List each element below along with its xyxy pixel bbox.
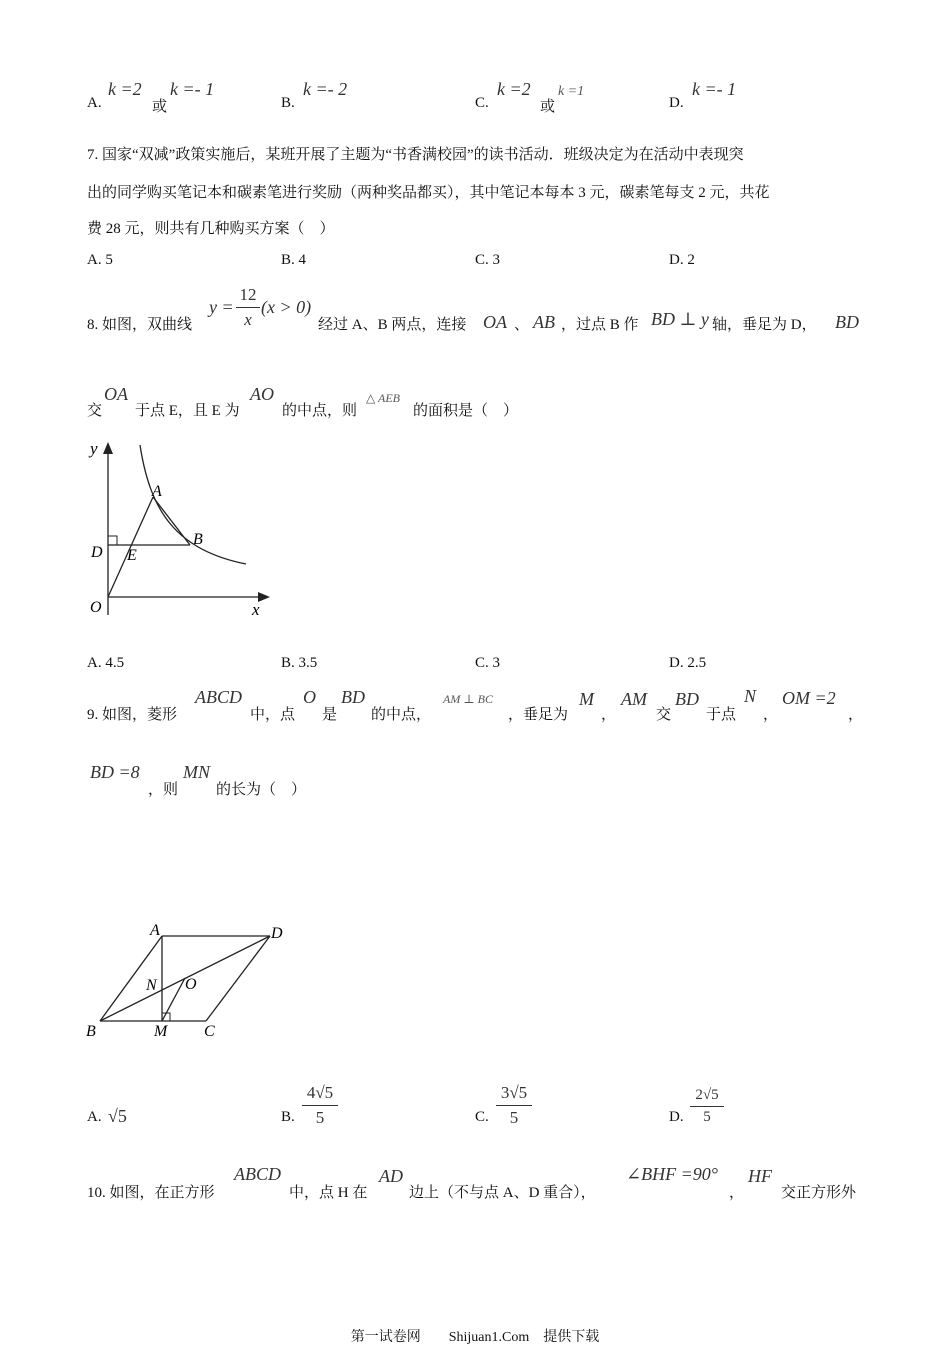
q9-text-1: 中，点	[250, 707, 296, 723]
q8-option-b: B. 3.5	[281, 655, 318, 671]
q9-l2-b: 的长为（ ）	[216, 782, 307, 798]
q9-l2-mn: MN	[183, 762, 210, 782]
q10-angle: ∠BHF =90°	[626, 1164, 718, 1184]
q9-text-8: ，	[763, 707, 779, 723]
q9-option-b-den: 5	[315, 1108, 325, 1127]
q8-label-e: E	[127, 547, 137, 564]
q9-option-c-bar	[496, 1105, 532, 1106]
q7-line-3: 费 28 元，则共有几种购买方案（ ）	[87, 221, 335, 237]
q8-fraction	[236, 285, 260, 330]
q10-text-2: 边上（不与点 A、D 重合），	[409, 1185, 596, 1201]
q8-figure	[80, 430, 280, 625]
q8-label-a: A	[152, 483, 162, 500]
q10-prefix: 10. 如图，在正方形	[87, 1185, 215, 1201]
q8-l2-ao: AO	[250, 384, 274, 404]
q9-text-5: ，	[601, 707, 617, 723]
q8-option-d: D. 2.5	[669, 655, 707, 671]
q7-line-2: 出的同学购买笔记本和碳素笔进行奖励（两种奖品都买），其中笔记本每本 3 元，碳素笔每支 2 元，共花	[87, 185, 770, 201]
q10-text-4: 交正方形外	[781, 1185, 857, 1201]
q9-n: N	[744, 686, 757, 706]
q9-text-6: 交	[656, 707, 672, 723]
q8-bd: BD	[835, 312, 859, 332]
q8-option-a: A. 4.5	[87, 655, 125, 671]
q9-om: OM =2	[782, 688, 836, 708]
q9-label-m: M	[154, 1023, 168, 1040]
q7-line-1: 7. 国家“双减”政策实施后，某班开展了主题为“书香满校园”的读书活动．班级决定为在活动中表现突	[87, 147, 744, 163]
q8-x-arrow	[258, 592, 270, 602]
q8-text-2: ，过点 B 作	[561, 317, 639, 333]
q8-y-eq: y =	[209, 297, 234, 317]
q9-text-2: 是	[322, 707, 338, 723]
q8-oa: OA	[483, 312, 507, 332]
q9-option-c-den: 5	[509, 1108, 519, 1127]
q8-y-arrow	[103, 442, 113, 454]
q6-option-a-conj: 或	[152, 99, 168, 115]
q8-sep: 、	[514, 317, 530, 333]
q9-option-d-fraction	[690, 1087, 724, 1126]
q9-label-n: N	[146, 977, 157, 994]
q9-text-3: 的中点，	[371, 707, 432, 723]
q10-text-1: 中，点 H 在	[289, 1185, 368, 1201]
q6-option-a-expr2: k =- 1	[170, 79, 215, 99]
q9-option-b-fraction	[302, 1083, 338, 1128]
q6-option-b-expr1: k =- 2	[303, 79, 348, 99]
q10-text-3: ，	[729, 1185, 745, 1201]
q6-option-a-label: A.	[87, 95, 102, 111]
q9-option-c-label: C.	[475, 1109, 489, 1125]
q8-l2-d: 的面积是（ ）	[413, 403, 519, 419]
q8-l2-a: 交	[87, 403, 103, 419]
q9-text-4: ，垂足为	[508, 707, 569, 723]
q9-l2-a: ，则	[148, 782, 179, 798]
q8-l2-oa: OA	[104, 384, 128, 404]
q9-option-d-bar	[690, 1106, 724, 1107]
q9-prefix: 9. 如图，菱形	[87, 707, 178, 723]
q9-am: AM	[621, 689, 647, 709]
q8-label-d: D	[91, 544, 103, 561]
q8-ab: AB	[533, 312, 555, 332]
q9-option-b-bar	[302, 1105, 338, 1106]
q9-option-b-num: 4√5	[306, 1083, 334, 1102]
q8-frac-bar	[236, 307, 260, 308]
q9-option-d-label: D.	[669, 1109, 684, 1125]
q9-label-d: D	[271, 925, 283, 942]
q9-abcd: ABCD	[195, 687, 242, 707]
q8-text-3: 轴，垂足为 D，	[712, 317, 817, 333]
q8-segment-ab	[153, 497, 190, 545]
q8-label-y: y	[90, 439, 98, 458]
q9-option-d-num: 2√5	[695, 1087, 719, 1103]
q6-option-a-expr1: k =2	[108, 79, 142, 99]
q6-option-d-expr1: k =- 1	[692, 79, 737, 99]
q6-option-c-expr2: k =1	[558, 84, 585, 99]
q6-option-b-label: B.	[281, 95, 295, 111]
q8-condition: (x > 0)	[261, 297, 312, 317]
q8-l2-b: 于点 E，且 E 为	[135, 403, 240, 419]
q8-label-x: x	[252, 600, 260, 619]
q8-l2-triangle: △ AEB	[366, 391, 401, 405]
q9-o: O	[303, 687, 316, 707]
q6-option-c-conj: 或	[540, 99, 556, 115]
q8-l2-c: 的中点，则	[282, 403, 358, 419]
q9-option-d-den: 5	[703, 1109, 711, 1125]
q9-label-a: A	[150, 922, 160, 939]
q10-hf: HF	[748, 1166, 772, 1186]
q9-l2-bd: BD =8	[90, 762, 140, 782]
q9-text-7: 于点	[706, 707, 737, 723]
q9-option-a-value: √5	[108, 1106, 127, 1126]
q10-abcd: ABCD	[234, 1164, 281, 1184]
q8-label-o: O	[90, 599, 102, 616]
q7-option-c: C. 3	[475, 252, 501, 268]
q9-label-b: B	[86, 1023, 96, 1040]
q9-option-b-label: B.	[281, 1109, 295, 1125]
q9-side-dc	[206, 936, 270, 1021]
q8-right-angle-mark	[108, 536, 117, 545]
q7-option-d: D. 2	[669, 252, 695, 268]
q8-text-1: 经过 A、B 两点，连接	[318, 317, 467, 333]
q6-option-d-label: D.	[669, 95, 684, 111]
q9-option-a-label: A.	[87, 1109, 102, 1125]
q6-option-c-expr1: k =2	[497, 79, 531, 99]
q9-label-o: O	[185, 976, 197, 993]
q9-label-c: C	[204, 1023, 215, 1040]
q9-bd: BD	[341, 687, 365, 707]
q8-frac-den: x	[244, 310, 252, 329]
q9-m: M	[579, 689, 594, 709]
q9-bd2: BD	[675, 689, 699, 709]
q6-option-c-label: C.	[475, 95, 489, 111]
q10-ad: AD	[379, 1166, 403, 1186]
q9-figure	[82, 915, 292, 1045]
q8-option-c: C. 3	[475, 655, 501, 671]
q9-option-c-fraction	[496, 1083, 532, 1128]
q8-frac-num: 12	[239, 285, 257, 304]
q8-prefix: 8. 如图，双曲线	[87, 317, 193, 333]
page-footer: 第一试卷网 Shijuan1.Com 提供下载	[350, 1330, 600, 1345]
q9-perp: AM ⊥ BC	[443, 692, 493, 706]
q8-perp: BD ⊥ y	[651, 309, 709, 329]
q7-option-a: A. 5	[87, 252, 113, 268]
q9-text-9: ，	[848, 707, 864, 723]
q8-label-b: B	[193, 531, 203, 548]
q7-option-b: B. 4	[281, 252, 307, 268]
q9-option-c-num: 3√5	[500, 1083, 528, 1102]
